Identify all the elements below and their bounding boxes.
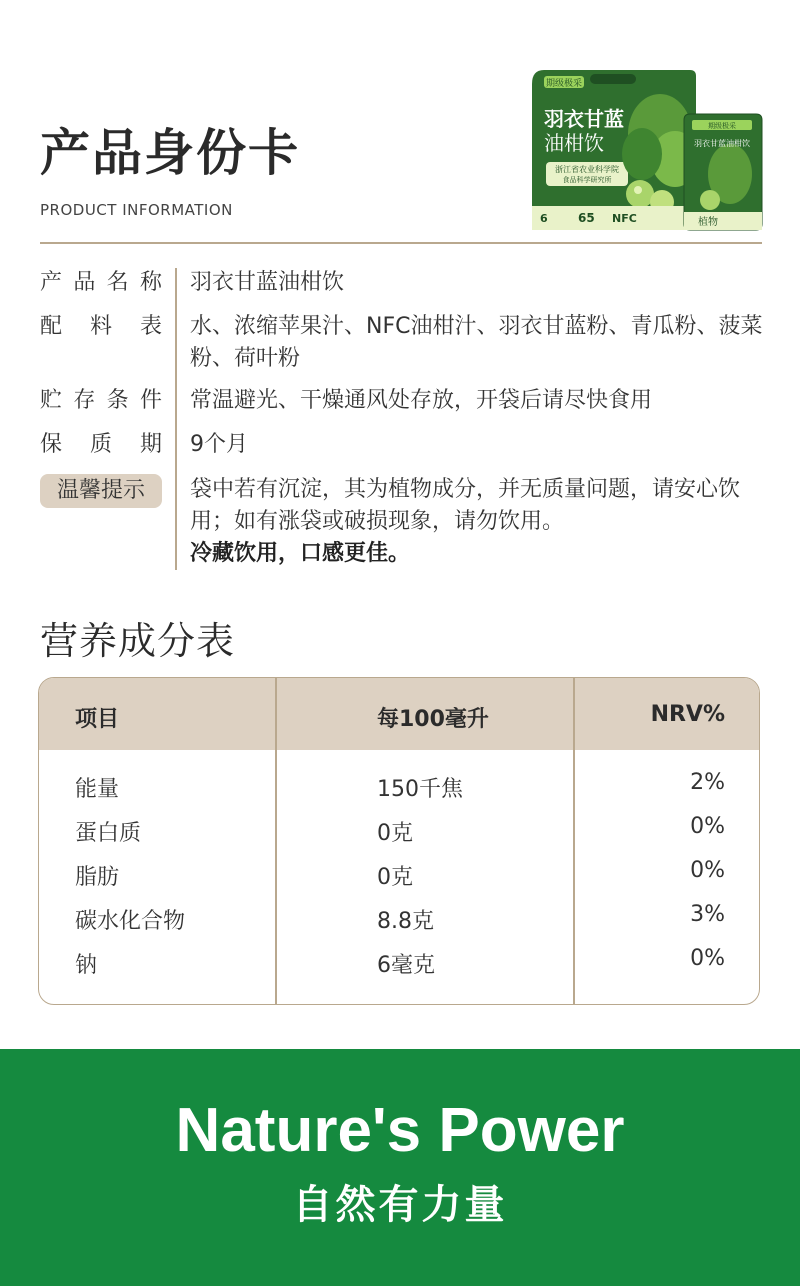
label-product-name: 产品名称 (40, 270, 162, 295)
header-per-100ml: 每100毫升 (377, 707, 489, 732)
partner-sub-text: 食品科学研究所 (562, 176, 612, 184)
nutrition-table (38, 677, 760, 1005)
info-divider-line (175, 268, 177, 570)
value-product-name: 羽衣甘蓝油柑饮 (190, 270, 345, 295)
header-item: 项目 (75, 707, 120, 732)
column-divider (573, 678, 575, 1004)
product-package-image (530, 64, 766, 234)
badge-6: 6 (540, 212, 548, 225)
row-amount: 6毫克 (377, 953, 435, 978)
row-nrv: 3% (690, 902, 725, 927)
footer-slogan-en: Nature's Power (175, 1096, 625, 1165)
row-nrv: 0% (690, 946, 725, 971)
row-amount: 0克 (377, 821, 413, 846)
sachet-brand: 期级极采 (708, 122, 736, 130)
bag-title-1: 羽衣甘蓝 (544, 107, 624, 131)
row-amount: 150千焦 (377, 777, 463, 802)
tip-badge: 温馨提示 (40, 474, 162, 508)
label-storage: 贮存条件 (40, 388, 162, 413)
row-item: 脂肪 (75, 865, 120, 890)
tip-note: 冷藏饮用，口感更佳。 (190, 541, 411, 566)
label-ingredients: 配料表 (40, 314, 162, 339)
page-subtitle: PRODUCT INFORMATION (40, 201, 233, 219)
badge-65: 65 (578, 211, 595, 225)
nutrition-title: 营养成分表 (40, 619, 236, 663)
header-nrv: NRV% (650, 702, 725, 727)
value-storage: 常温避光、干燥通风处存放，开袋后请尽快食用 (190, 388, 653, 413)
bag-title-2: 油柑饮 (544, 131, 604, 155)
row-item: 碳水化合物 (75, 909, 186, 934)
footer-banner (0, 1049, 800, 1286)
value-shelf-life: 9个月 (190, 432, 248, 457)
tip-text (190, 474, 762, 570)
value-ingredients: 水、浓缩苹果汁、NFC油柑汁、羽衣甘蓝粉、青瓜粉、菠菜粉、荷叶粉 (190, 314, 763, 371)
tip-body: 袋中若有沉淀，其为植物成分，并无质量问题，请安心饮用；如有涨袋或破损现象，请勿饮用。 (190, 477, 741, 534)
row-item: 蛋白质 (75, 821, 142, 846)
sachet-bottom-text: 植物 (698, 217, 718, 228)
header-divider (40, 242, 762, 244)
row-amount: 0克 (377, 865, 413, 890)
row-nrv: 0% (690, 814, 725, 839)
row-item: 钠 (75, 953, 98, 978)
sachet-title: 羽衣甘蓝油柑饮 (694, 139, 750, 148)
brand-text: 期级极采 (545, 79, 583, 89)
footer-slogan-zh: 自然有力量 (292, 1182, 508, 1228)
row-nrv: 2% (690, 770, 725, 795)
row-nrv: 0% (690, 858, 725, 883)
partner-text: 浙江省农业科学院 (555, 165, 619, 174)
badge-nfc: NFC (612, 212, 637, 225)
page-title: 产品身份卡 (40, 124, 300, 182)
row-item: 能量 (75, 777, 120, 802)
label-shelf-life: 保质期 (40, 432, 162, 457)
column-divider (275, 678, 277, 1004)
row-amount: 8.8克 (377, 909, 434, 934)
